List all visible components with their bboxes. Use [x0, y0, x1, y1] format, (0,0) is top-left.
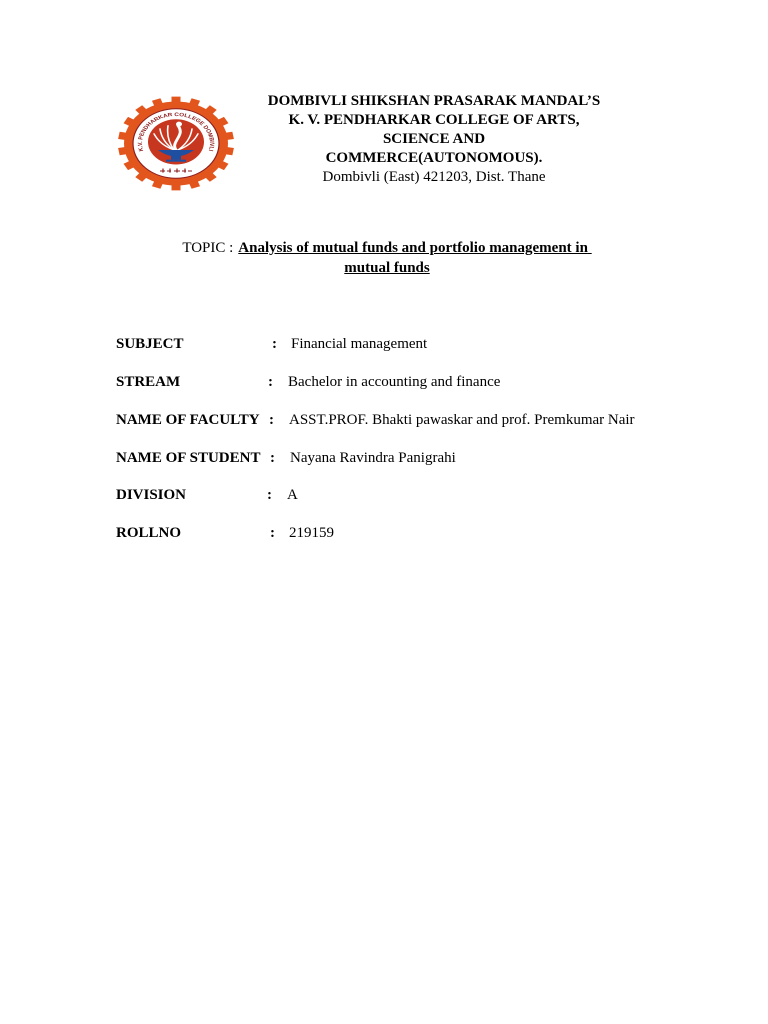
- detail-row-student: [116, 449, 716, 468]
- topic-block: [137, 238, 637, 278]
- detail-value: 219159: [289, 525, 334, 541]
- detail-row-division: [116, 486, 716, 505]
- detail-row-rollno: [116, 524, 716, 543]
- detail-row-faculty: [116, 411, 716, 430]
- detail-separator: :: [267, 487, 272, 503]
- detail-separator: :: [272, 336, 277, 352]
- logo-lamp-base: [171, 156, 181, 160]
- detail-separator: :: [268, 374, 273, 390]
- detail-label: NAME OF FACULTY: [116, 412, 260, 428]
- topic-line-1: [137, 238, 637, 258]
- detail-label: ROLLNO: [116, 525, 182, 541]
- detail-row-stream: [116, 373, 716, 392]
- topic-line-2: [137, 258, 637, 278]
- detail-label: NAME OF STUDENT: [116, 450, 261, 466]
- topic-title-line-2: mutual funds: [344, 260, 430, 276]
- detail-value: A: [287, 487, 298, 503]
- header-line-science: SCIENCE AND: [382, 131, 486, 147]
- detail-separator: :: [270, 450, 275, 466]
- header-address: Dombivli (East) 421203, Dist. Thane: [322, 169, 546, 185]
- header-line-college: K. V. PENDHARKAR COLLEGE OF ARTS,: [288, 112, 580, 128]
- detail-label: DIVISION: [116, 487, 187, 503]
- detail-value: Bachelor in accounting and finance: [288, 374, 501, 390]
- logo-emblem-bird-head: [176, 122, 182, 127]
- detail-value: Nayana Ravindra Panigrahi: [290, 450, 456, 466]
- header-line-mandal: DOMBIVLI SHIKSHAN PRASARAK MANDAL’S: [267, 93, 601, 109]
- topic-title-line-1: Analysis of mutual funds and portfolio management in: [238, 240, 588, 256]
- college-logo: [116, 95, 236, 192]
- institution-header: [234, 92, 634, 187]
- detail-label: STREAM: [116, 374, 181, 390]
- detail-row-subject: [116, 335, 716, 354]
- detail-label: SUBJECT: [116, 336, 184, 352]
- topic-label: TOPIC :: [182, 240, 234, 256]
- detail-separator: :: [269, 412, 274, 428]
- logo-ring-text-path: K.V. PENDHARKAR COLLEGE DOMBIVLI: [137, 112, 215, 152]
- detail-value: ASST.PROF. Bhakti pawaskar and prof. Premkumar Nair: [289, 412, 635, 428]
- logo-lamp-foot: [166, 160, 186, 162]
- detail-value: Financial management: [291, 336, 428, 352]
- detail-separator: :: [270, 525, 275, 541]
- header-line-commerce: COMMERCE(AUTONOMOUS).: [325, 150, 543, 166]
